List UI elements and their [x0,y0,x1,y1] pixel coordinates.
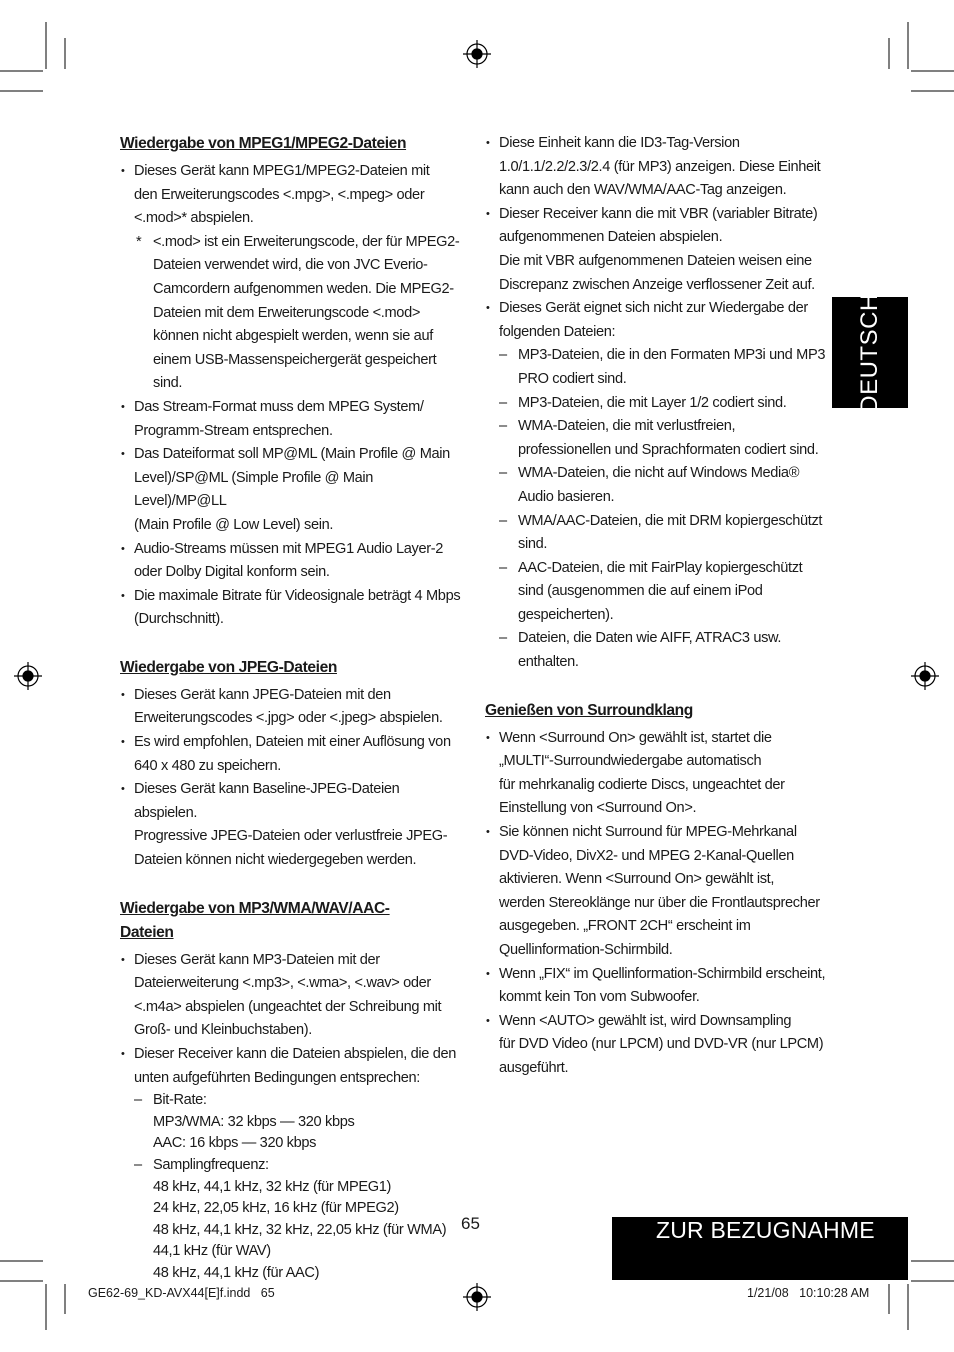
language-tab [832,292,908,413]
list-item: • Dieser Receiver kann die mit VBR (variabler Bitrate) aufgenommenen Dateien abspielen. Die mit VBR aufgenommenen Dateien weisen eine Discrepanz zwischen Anzeige verflossener Zeit auf. [485,203,830,297]
jpeg-list [120,684,465,873]
left-column [120,132,465,1285]
footnote: * <.mod> ist ein Erweiterungscode, der für MPEG2- Dateien verwendet wird, die von JVC Everio- Camcordern aufgenommen weden. Die MPEG2- Dateien mit dem Erweiterungscode <.mod> können nicht abgespielt werden, wenn sie auf einem USB-Massenspeichergerät gespeichert sind. [134,231,465,396]
registration-mark-icon [14,662,42,690]
section-tab-label: ZUR BEZUGNAHME [656,1217,875,1243]
mp3-list [120,949,465,1285]
file-info-list [485,132,830,344]
list-item: • Dieses Gerät eignet sich nicht zur Wiedergabe der folgenden Dateien: [485,297,830,344]
list-item: • Die maximale Bitrate für Videosignale beträgt 4 Mbps (Durchschnitt). [120,585,465,632]
list-item: • Dieses Gerät kann MP3-Dateien mit der Dateierweiterung <.mp3>, <.wma>, <.wav> oder <.m4a> abspielen (ungeachtet der Schreibung mit Groß- und Kleinbuchstaben). [120,949,465,1043]
surround-list [485,727,830,1081]
footnote-mark: * [136,233,142,250]
list-item: • Dieser Receiver kann die Dateien abspielen, die den unten aufgeführten Bedingungen entsprechen: – Bit-Rate: MP3/WMA: 32 kbps — 320 kbps AAC: 16 kbps — 320 kbps – Samplingfrequenz: 48 kHz, 44,1 kHz, 32 kHz (für MPEG1) 24 kHz, 22,05 kHz, 16 kHz (für MPEG2) 48 kHz, 44,1 kHz, 32 kHz, 22,05 kHz (für WMA) 44,1 kHz (für WAV) 48 kHz, 44,1 kHz (für AAC) [120,1043,465,1285]
list-item: – Bit-Rate: MP3/WMA: 32 kbps — 320 kbps AAC: 16 kbps — 320 kbps [134,1090,465,1155]
list-item: • Audio-Streams müssen mit MPEG1 Audio Layer-2 oder Dolby Digital konform sein. [120,538,465,585]
section-heading-jpeg: Wiedergabe von JPEG-Dateien [120,658,337,676]
footer-timestamp: 1/21/08 10:10:28 AM [747,1286,870,1300]
section-tab [612,1217,908,1280]
list-item: – AAC-Dateien, die mit FairPlay kopiergeschützt sind (ausgenommen die auf einem iPod gespeicherten). [499,557,830,628]
list-item: – MP3-Dateien, die in den Formaten MP3i und MP3 PRO codiert sind. [499,344,830,391]
list-item: – WMA/AAC-Dateien, die mit DRM kopiergeschützt sind. [499,510,830,557]
language-tab-label: DEUTSCH [856,292,883,413]
list-item: – MP3-Dateien, die mit Layer 1/2 codiert sind. [499,392,830,416]
list-item: • Sie können nicht Surround für MPEG-Mehrkanal DVD-Video, DivX2- und MPEG 2-Kanal-Quellen aktivieren. Wenn <Surround On> gewählt ist, werden Stereoklänge nur über die Frontlautsprecher ausgegeben. „FRONT 2CH“ erscheint im Quellinformation-Schirmbild. [485,821,830,963]
list-item: • Wenn <Surround On> gewählt ist, startet die „MULTI“-Surroundwiedergabe automatisch für mehrkanalig codierte Discs, ungeachtet der Einstellung von <Surround On>. [485,727,830,821]
section-heading-surround: Genießen von Surroundklang [485,701,693,719]
list-item: • Wenn <AUTO> gewählt ist, wird Downsampling für DVD Video (nur LPCM) und DVD-VR (nur LPCM) ausgeführt. [485,1010,830,1081]
list-item: • Diese Einheit kann die ID3-Tag-Version 1.0/1.1/2.2/2.3/2.4 (für MP3) anzeigen. Diese Einheit kann auch den WAV/WMA/AAC-Tag anzeigen. [485,132,830,203]
list-item: • Das Dateiformat soll MP@ML (Main Profile @ Main Level)/SP@ML (Simple Profile @ Main Level)/MP@LL (Main Profile @ Low Level) sein. [120,443,465,537]
list-item: – WMA-Dateien, die nicht auf Windows Media® Audio basieren. [499,462,830,509]
list-item: • Wenn „FIX“ im Quellinformation-Schirmbild erscheint, kommt kein Ton vom Subwoofer. [485,963,830,1010]
list-item: – Dateien, die Daten wie AIFF, ATRAC3 usw. enthalten. [499,627,830,674]
section-heading-mp3: Wiedergabe von MP3/WMA/WAV/AAC- Dateien [120,899,390,941]
right-column [485,132,830,1081]
list-item: – WMA-Dateien, die mit verlustfreien, professionellen und Sprachformaten codiert sind. [499,415,830,462]
page-number: 65 [461,1214,480,1233]
mpeg-list [120,160,465,632]
footer-file-info: GE62-69_KD-AVX44[E]f.indd 65 [88,1286,275,1300]
list-item: • Dieses Gerät kann MPEG1/MPEG2-Dateien mit den Erweiterungscodes <.mpg>, <.mpeg> oder <.mod>* abspielen. * <.mod> ist ein Erweiterungscode, der für MPEG2- Dateien verwendet wird, die von JVC Everio- Camcordern aufgenommen weden. Die MPEG2- Dateien mit dem Erweiterungscode <.mod> können nicht abgespielt werden, wenn sie auf einem USB-Massenspeichergerät gespeichert sind. [120,160,465,396]
list-item: • Dieses Gerät kann Baseline-JPEG-Dateien abspielen. Progressive JPEG-Dateien oder verlustfreie JPEG- Dateien können nicht wiedergegeben werden. [120,778,465,872]
section-heading-mpeg: Wiedergabe von MPEG1/MPEG2-Dateien [120,135,407,152]
list-item: • Es wird empfohlen, Dateien mit einer Auflösung von 640 x 480 zu speichern. [120,731,465,778]
registration-mark-icon [463,1283,491,1311]
registration-mark-icon [463,40,491,68]
unsuitable-files-list [499,344,830,674]
conditions-list [134,1090,465,1284]
list-item: • Das Stream-Format muss dem MPEG System/ Programm-Stream entsprechen. [120,396,465,443]
registration-mark-icon [911,662,939,690]
list-item: – Samplingfrequenz: 48 kHz, 44,1 kHz, 32 kHz (für MPEG1) 24 kHz, 22,05 kHz, 16 kHz (für MPEG2) 48 kHz, 44,1 kHz, 32 kHz, 22,05 kHz (für WMA) 44,1 kHz (für WAV) 48 kHz, 44,1 kHz (für AAC) [134,1155,465,1285]
list-item: • Dieses Gerät kann JPEG-Dateien mit den Erweiterungscodes <.jpg> oder <.jpeg> abspielen. [120,684,465,731]
